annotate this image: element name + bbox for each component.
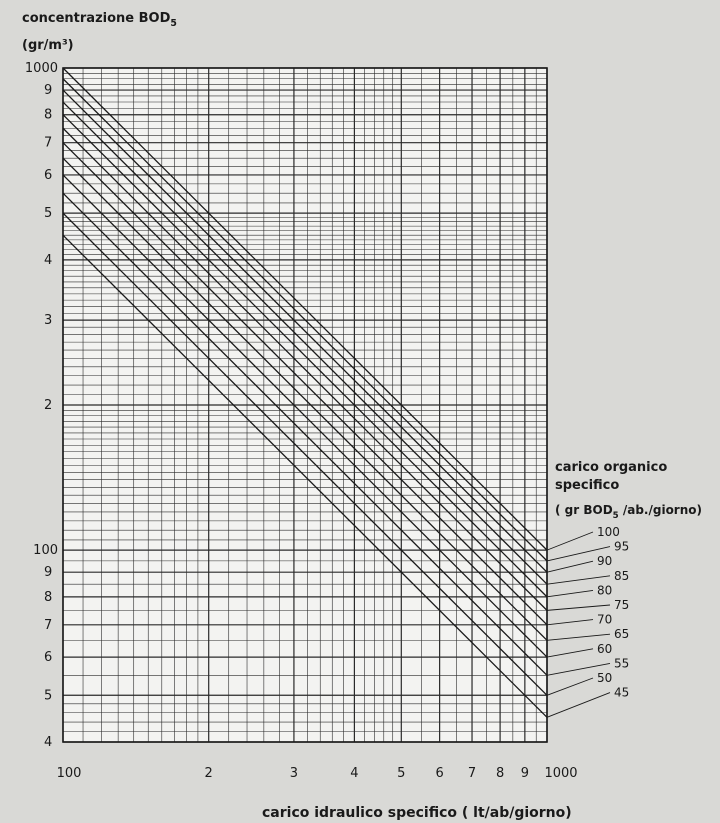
x-tick-label: 3 bbox=[289, 766, 299, 781]
legend-label-60: 60 bbox=[597, 641, 613, 656]
y-tick-label: 8 bbox=[44, 107, 53, 123]
x-tick-label: 4 bbox=[350, 766, 359, 781]
y-tick-label: 2 bbox=[44, 398, 53, 413]
y-tick-label: 100 bbox=[33, 543, 58, 559]
legend-label-75: 75 bbox=[614, 598, 630, 612]
legend-label-100: 100 bbox=[597, 525, 620, 539]
legend-title-line2: specifico bbox=[555, 478, 620, 493]
legend-label-65: 65 bbox=[614, 627, 630, 642]
legend-label-70: 70 bbox=[597, 612, 613, 627]
legend-label-90: 90 bbox=[597, 554, 613, 569]
x-tick-label: 100 bbox=[56, 766, 82, 781]
x-tick-label: 1000 bbox=[544, 766, 578, 781]
y-tick-label: 7 bbox=[44, 617, 53, 633]
y-tick-label: 4 bbox=[44, 252, 53, 268]
legend-label-50: 50 bbox=[597, 671, 613, 685]
y-tick-label: 6 bbox=[44, 167, 53, 183]
y-tick-label: 9 bbox=[44, 565, 53, 581]
y-tick-label: 1000 bbox=[24, 61, 58, 76]
legend-label-80: 80 bbox=[597, 583, 613, 598]
x-tick-label: 5 bbox=[397, 766, 406, 781]
legend-label-45: 45 bbox=[614, 685, 630, 700]
y-tick-label: 8 bbox=[44, 589, 53, 605]
x-tick-label: 9 bbox=[520, 766, 529, 781]
legend-label-95: 95 bbox=[614, 539, 630, 554]
legend-title-line1: carico organico bbox=[555, 460, 668, 475]
legend-label-85: 85 bbox=[614, 568, 630, 583]
y-tick-label: 5 bbox=[44, 206, 53, 222]
x-tick-label: 6 bbox=[435, 766, 444, 781]
y-tick-label: 4 bbox=[44, 735, 53, 750]
y-axis-title: concentrazione $BOD_5$ bbox=[22, 11, 177, 29]
y-tick-label: 7 bbox=[44, 135, 53, 151]
legend-unit: ( gr $BOD_5$ /ab./giorno) bbox=[555, 503, 702, 521]
y-tick-label: 9 bbox=[44, 83, 53, 99]
legend-label-55: 55 bbox=[614, 656, 630, 671]
x-tick-label: 2 bbox=[204, 766, 213, 781]
x-tick-label: 7 bbox=[467, 766, 477, 781]
y-tick-label: 5 bbox=[44, 688, 53, 704]
x-tick-label: 8 bbox=[495, 766, 505, 781]
y-axis-unit: (gr/m³) bbox=[22, 38, 74, 53]
x-axis-title: carico idraulico specifico ( lt/ab/giorno) bbox=[262, 805, 572, 821]
y-tick-label: 3 bbox=[44, 313, 53, 329]
y-tick-label: 6 bbox=[44, 650, 53, 666]
